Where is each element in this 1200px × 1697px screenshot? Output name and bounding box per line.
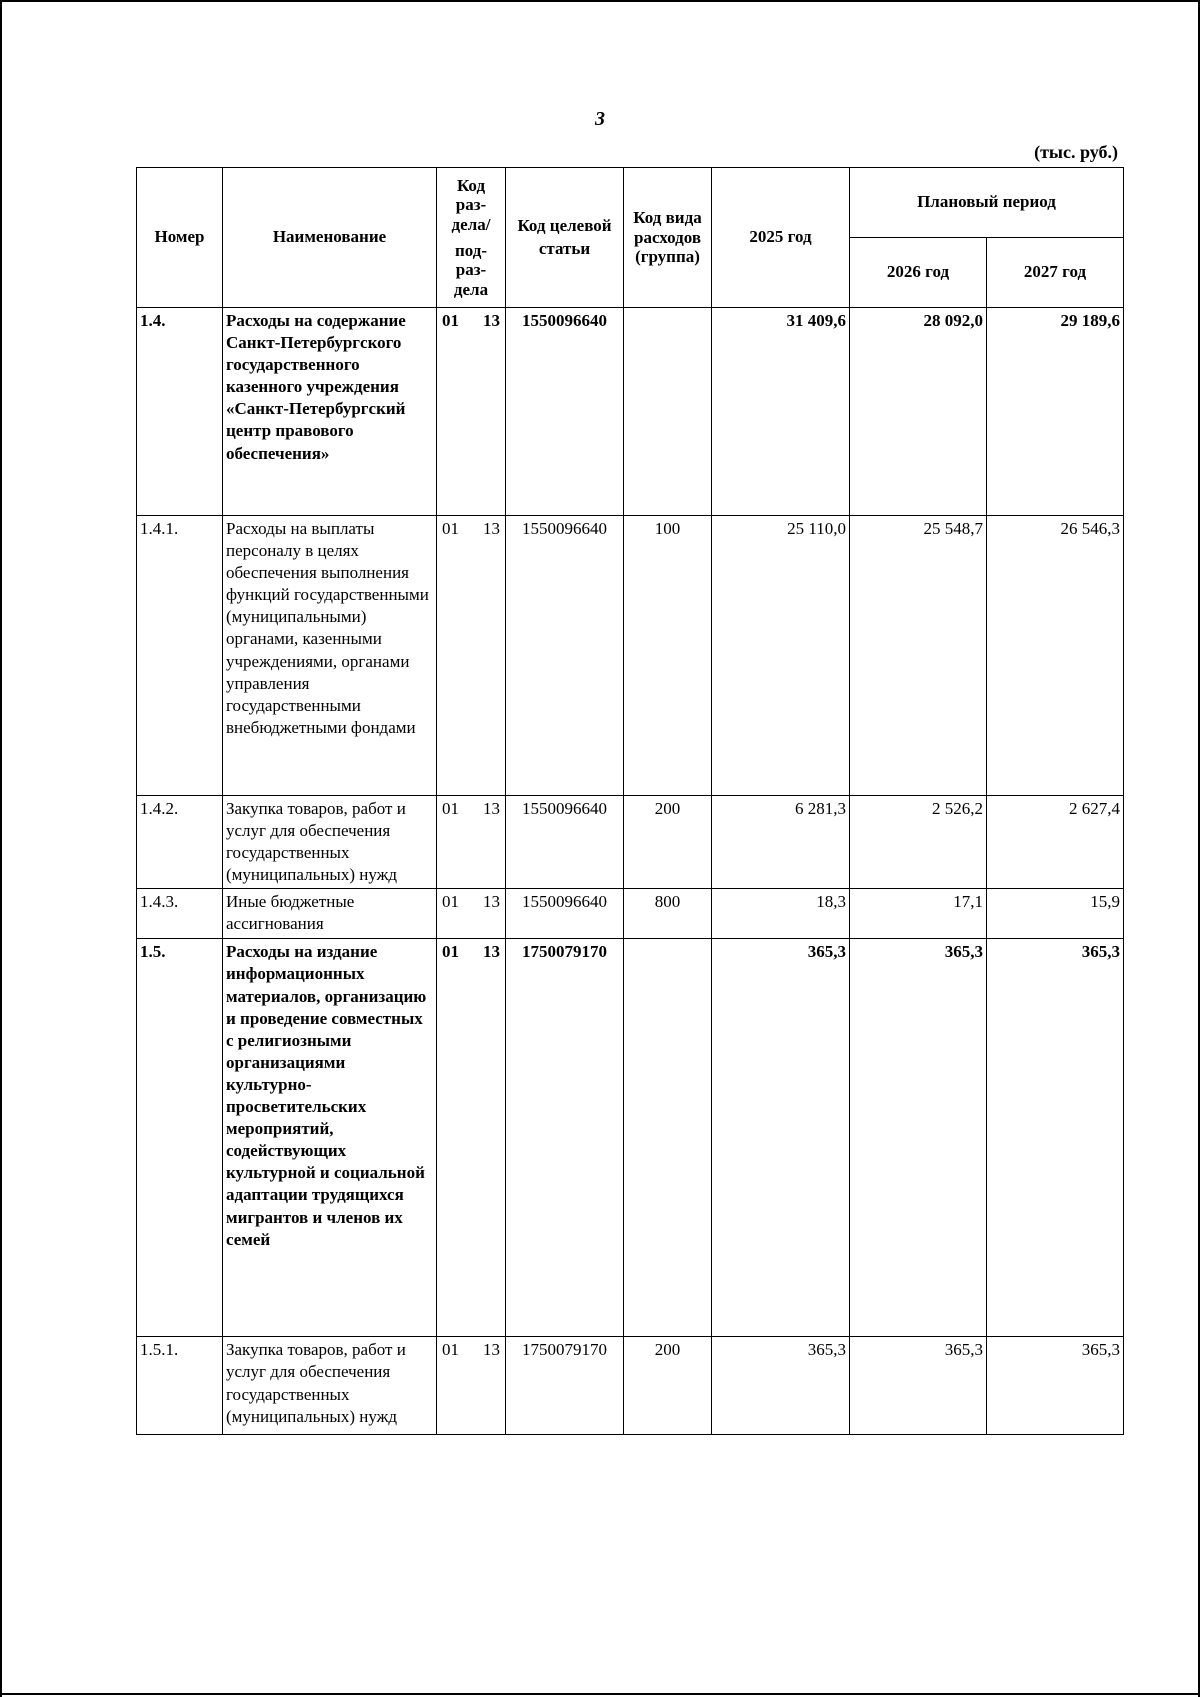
row-year-2025: 25 110,0 bbox=[712, 516, 850, 796]
header-expense-type: Код вида расходов (группа) bbox=[624, 168, 712, 308]
row-section-code bbox=[437, 796, 506, 889]
row-section: 01 bbox=[442, 1340, 459, 1360]
row-year-2026: 2 526,2 bbox=[850, 796, 987, 889]
row-year-2027: 29 189,6 bbox=[987, 308, 1124, 516]
table-row bbox=[137, 308, 1124, 516]
row-section: 01 bbox=[442, 942, 459, 962]
row-name: Иные бюджетные ассигнования bbox=[223, 889, 437, 939]
scan-border-top bbox=[0, 0, 1200, 2]
row-target-code: 1550096640 bbox=[506, 516, 624, 796]
table-row bbox=[137, 939, 1124, 1337]
row-name: Расходы на выплаты персоналу в целях обеспечения выполнения функций государственными (муниципальными) органами, казенными учреждениями, органами управления государственными внебюджетными фондами bbox=[223, 516, 437, 796]
row-expense-type: 200 bbox=[624, 796, 712, 889]
header-target-code: Код целевой статьи bbox=[506, 168, 624, 308]
row-expense-type: 200 bbox=[624, 1337, 712, 1435]
table-row bbox=[137, 889, 1124, 939]
row-year-2026: 28 092,0 bbox=[850, 308, 987, 516]
row-subsection: 13 bbox=[483, 942, 500, 962]
header-number: Номер bbox=[137, 168, 223, 308]
row-target-code: 1550096640 bbox=[506, 889, 624, 939]
row-year-2027: 2 627,4 bbox=[987, 796, 1124, 889]
header-section-code-bottom: под- раз- дела bbox=[453, 240, 489, 299]
row-subsection: 13 bbox=[483, 1340, 500, 1360]
row-subsection: 13 bbox=[483, 799, 500, 818]
table-row bbox=[137, 516, 1124, 796]
row-section: 01 bbox=[442, 892, 459, 912]
header-year-2027: 2027 год bbox=[987, 238, 1124, 308]
row-subsection: 13 bbox=[483, 519, 500, 538]
row-year-2026: 365,3 bbox=[850, 1337, 987, 1435]
row-section-code bbox=[437, 889, 506, 939]
row-year-2025: 6 281,3 bbox=[712, 796, 850, 889]
row-target-code: 1550096640 bbox=[506, 796, 624, 889]
row-target-code: 1750079170 bbox=[506, 1337, 624, 1435]
scan-border-left bbox=[0, 0, 2, 1697]
row-year-2026: 365,3 bbox=[850, 939, 987, 1337]
header-year-2025: 2025 год bbox=[712, 168, 850, 308]
row-year-2027: 365,3 bbox=[987, 939, 1124, 1337]
row-year-2025: 365,3 bbox=[712, 1337, 850, 1435]
budget-table bbox=[136, 167, 1124, 1435]
table-row bbox=[137, 796, 1124, 889]
row-year-2027: 365,3 bbox=[987, 1337, 1124, 1435]
row-year-2026: 17,1 bbox=[850, 889, 987, 939]
units-label: (тыс. руб.) bbox=[1034, 142, 1118, 162]
row-number: 1.4.2. bbox=[137, 796, 223, 889]
row-section-code bbox=[437, 939, 506, 1337]
scan-border-bottom bbox=[0, 1693, 1200, 1695]
row-number: 1.4.3. bbox=[137, 889, 223, 939]
row-name: Закупка товаров, работ и услуг для обеспечения государственных (муниципальных) нужд bbox=[223, 796, 437, 889]
row-number: 1.5.1. bbox=[137, 1337, 223, 1435]
row-year-2025: 31 409,6 bbox=[712, 308, 850, 516]
header-name: Наименование bbox=[223, 168, 437, 308]
row-expense-type bbox=[624, 939, 712, 1337]
row-section-code bbox=[437, 516, 506, 796]
header-year-2026: 2026 год bbox=[850, 238, 987, 308]
row-year-2025: 18,3 bbox=[712, 889, 850, 939]
header-section-code-top: Код раз- дела/ bbox=[451, 175, 491, 234]
header-planned-period: Плановый период bbox=[850, 168, 1124, 238]
row-year-2027: 15,9 bbox=[987, 889, 1124, 939]
row-subsection: 13 bbox=[483, 892, 500, 912]
row-name: Закупка товаров, работ и услуг для обеспечения государственных (муниципальных) нужд bbox=[223, 1337, 437, 1435]
row-section: 01 bbox=[442, 799, 459, 818]
row-expense-type: 100 bbox=[624, 516, 712, 796]
table-body bbox=[137, 308, 1124, 1435]
row-year-2025: 365,3 bbox=[712, 939, 850, 1337]
row-section: 01 bbox=[442, 519, 459, 538]
row-number: 1.5. bbox=[137, 939, 223, 1337]
row-expense-type bbox=[624, 308, 712, 516]
row-target-code: 1750079170 bbox=[506, 939, 624, 1337]
row-number: 1.4.1. bbox=[137, 516, 223, 796]
row-name: Расходы на содержание Санкт-Петербургского государственного казенного учреждения «Санкт-Петербургский центр правового обеспечения» bbox=[223, 308, 437, 516]
row-section-code bbox=[437, 308, 506, 516]
page-number: 3 bbox=[595, 108, 605, 130]
header-section-code bbox=[437, 168, 506, 308]
row-number: 1.4. bbox=[137, 308, 223, 516]
table-row bbox=[137, 1337, 1124, 1435]
row-year-2026: 25 548,7 bbox=[850, 516, 987, 796]
row-target-code: 1550096640 bbox=[506, 308, 624, 516]
row-name: Расходы на издание информационных материалов, организацию и проведение совместных с религиозными организациями культурно-просветительских мероприятий, содействующих культурной и социальной адаптации трудящихся мигрантов и членов их семей bbox=[223, 939, 437, 1337]
row-expense-type: 800 bbox=[624, 889, 712, 939]
row-section: 01 bbox=[442, 311, 459, 330]
row-year-2027: 26 546,3 bbox=[987, 516, 1124, 796]
row-section-code bbox=[437, 1337, 506, 1435]
row-subsection: 13 bbox=[483, 311, 500, 330]
